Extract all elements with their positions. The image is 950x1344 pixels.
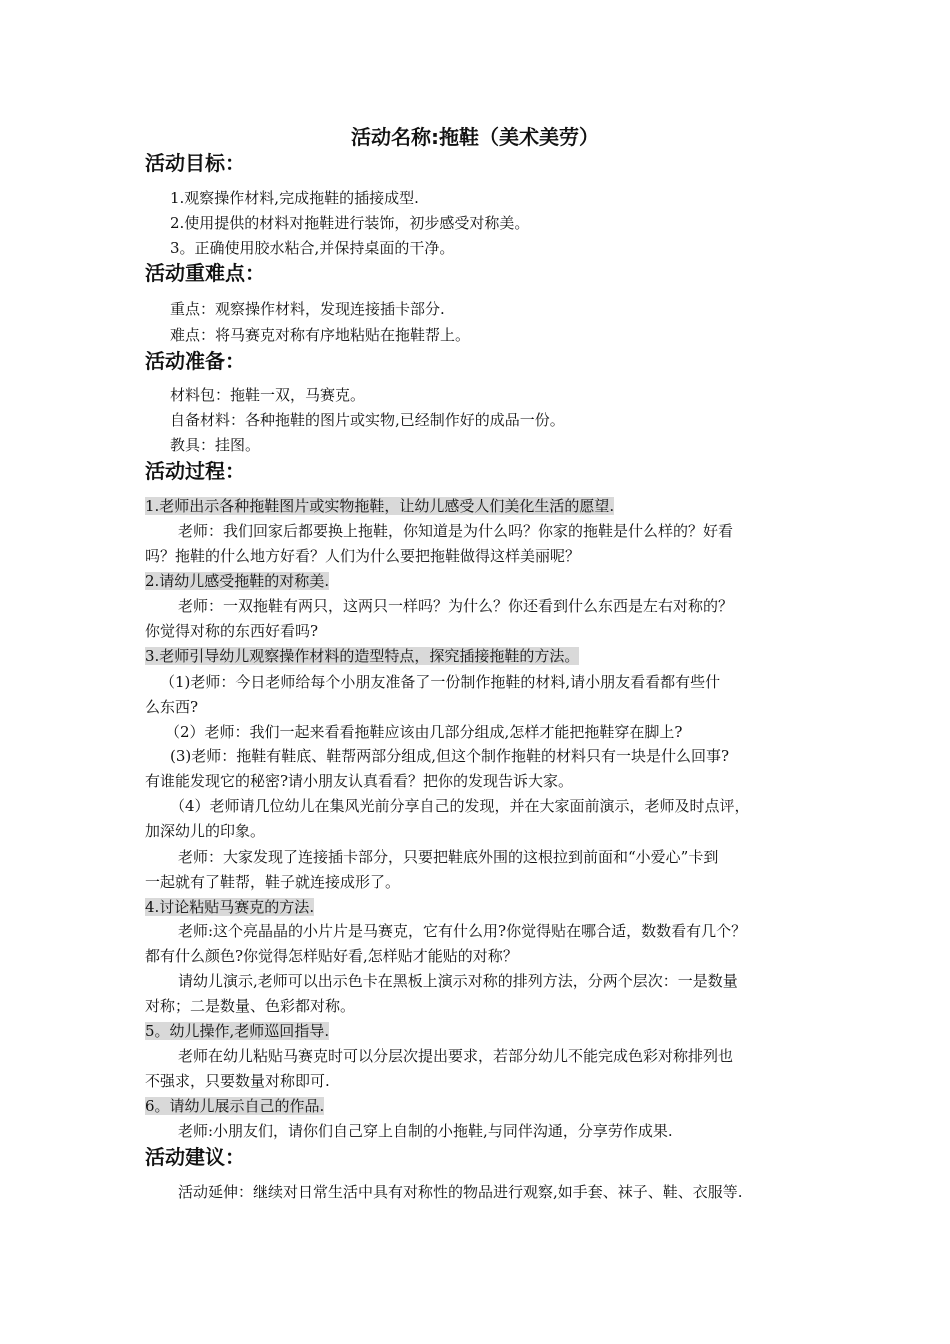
process-paragraph-line: 对称；二是数量、色彩都对称。 [145, 997, 356, 1015]
goal-item: 2.使用提供的材料对拖鞋进行装饰，初步感受对称美。 [170, 214, 530, 232]
document-title: 活动名称:拖鞋（美术美劳） [351, 125, 599, 149]
process-step-title: 6。请幼儿展示自己的作品. [145, 1097, 325, 1115]
section-heading-goals: 活动目标： [145, 151, 245, 175]
keypoint-item: 难点：将马赛克对称有序地粘贴在拖鞋帮上。 [170, 326, 471, 344]
process-paragraph-line: （1)老师：今日老师给每个小朋友准备了一份制作拖鞋的材料,请小朋友看看都有些什 [160, 673, 721, 691]
process-step-title: 3.老师引导幼儿观察操作材料的造型特点，探究插接拖鞋的方法。 [145, 647, 580, 665]
section-heading-prep: 活动准备： [145, 349, 245, 373]
process-paragraph-line: （4）老师请几位幼儿在集风光前分享自己的发现，并在大家面前演示，老师及时点评， [170, 797, 750, 815]
goal-item: 3。正确使用胶水粘合,并保持桌面的干净。 [170, 239, 455, 257]
prep-item: 自备材料：各种拖鞋的图片或实物,已经制作好的成品一份。 [170, 411, 565, 429]
process-paragraph-line: 么东西? [145, 698, 199, 716]
process-step-title: 1.老师出示各种拖鞋图片或实物拖鞋，让幼儿感受人们美化生活的愿望. [145, 497, 615, 515]
suggestion-item: 活动延伸：继续对日常生活中具有对称性的物品进行观察,如手套、袜子、鞋、衣服等. [178, 1183, 743, 1201]
goal-item: 1.观察操作材料,完成拖鞋的插接成型. [170, 189, 419, 207]
process-paragraph-line: 加深幼儿的印象。 [145, 822, 266, 840]
section-heading-process: 活动过程： [145, 459, 245, 483]
process-paragraph-line: 不强求，只要数量对称即可. [145, 1072, 330, 1090]
keypoint-item: 重点：观察操作材料，发现连接插卡部分. [170, 300, 445, 318]
process-paragraph-line: （2）老师：我们一起来看看拖鞋应该由几部分组成,怎样才能把拖鞋穿在脚上? [165, 723, 683, 741]
process-paragraph-line: 你觉得对称的东西好看吗? [145, 622, 319, 640]
process-paragraph-line: 老师在幼儿粘贴马赛克时可以分层次提出要求，若部分幼儿不能完成色彩对称排列也 [178, 1047, 734, 1065]
process-step-title: 5。幼儿操作,老师巡回指导. [145, 1022, 330, 1040]
section-heading-suggestion: 活动建议： [145, 1145, 245, 1169]
process-paragraph-line: 老师：一双拖鞋有两只，这两只一样吗？为什么？你还看到什么东西是左右对称的？ [178, 597, 734, 615]
process-step-title: 2.请幼儿感受拖鞋的对称美. [145, 572, 330, 590]
process-paragraph-line: 有谁能发现它的秘密?请小朋友认真看看？把你的发现告诉大家。 [145, 772, 574, 790]
process-paragraph-line: 老师：我们回家后都要换上拖鞋，你知道是为什么吗？你家的拖鞋是什么样的？好看 [178, 522, 734, 540]
prep-item: 教具：挂图。 [170, 436, 261, 454]
section-heading-keypoints: 活动重难点： [145, 261, 265, 285]
process-paragraph-line: 老师:这个亮晶晶的小片片是马赛克，它有什么用?你觉得贴在哪合适，数数看有几个？ [178, 922, 747, 940]
process-step-title: 4.讨论粘贴马赛克的方法. [145, 898, 315, 916]
process-paragraph-line: 老师:小朋友们，请你们自己穿上自制的小拖鞋,与同伴沟通，分享劳作成果. [178, 1122, 673, 1140]
process-paragraph-line: 一起就有了鞋帮，鞋子就连接成形了。 [145, 873, 401, 891]
process-paragraph-line: (3)老师：拖鞋有鞋底、鞋帮两部分组成,但这个制作拖鞋的材料只有一块是什么回事? [170, 747, 730, 765]
process-paragraph-line: 都有什么颜色?你觉得怎样贴好看,怎样贴才能贴的对称？ [145, 947, 518, 965]
process-paragraph-line: 请幼儿演示,老师可以出示色卡在黑板上演示对称的排列方法，分两个层次：一是数量 [178, 972, 738, 990]
process-paragraph-line: 吗？拖鞋的什么地方好看？人们为什么要把拖鞋做得这样美丽呢？ [145, 547, 581, 565]
process-paragraph-line: 老师：大家发现了连接插卡部分，只要把鞋底外围的这根拉到前面和“小爱心”卡到 [178, 848, 719, 866]
prep-item: 材料包：拖鞋一双，马赛克。 [170, 386, 366, 404]
